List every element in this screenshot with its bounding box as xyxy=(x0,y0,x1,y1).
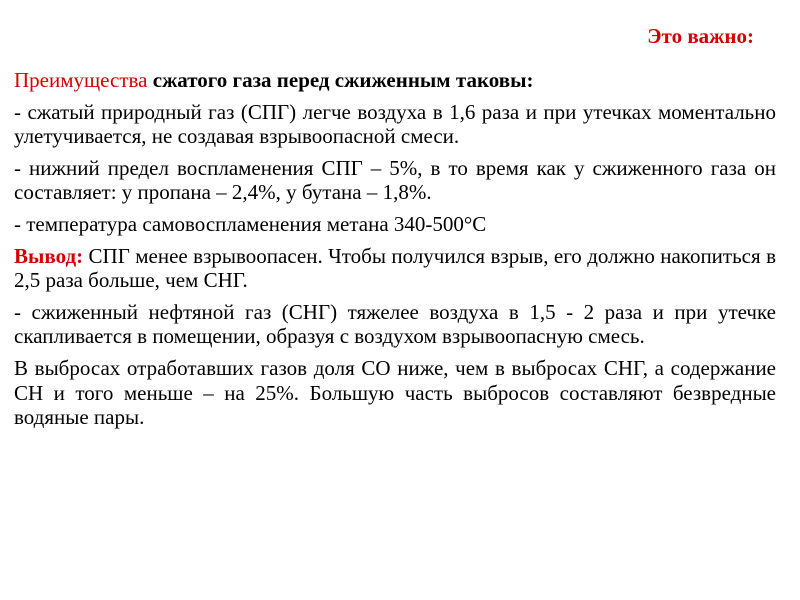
point-3: - температура самовоспламенения метана 340-500°С xyxy=(14,211,487,236)
point-1: - сжатый природный газ (СПГ) легче воздуха в 1,6 раза и при утечках моментально улетучивается, не создавая взрывоопасной смеси. xyxy=(14,99,776,149)
advantages-title-rest: сжатого газа перед сжиженным таковы: xyxy=(147,68,534,92)
slide-heading: Это важно: xyxy=(647,24,754,48)
conclusion-label: Вывод: xyxy=(14,243,84,268)
advantages-title-lead: Преимущества xyxy=(14,68,148,92)
conclusion-text: СПГ менее взрывоопасен. Чтобы получился взрыв, его должно накопиться в 2,5 раза больше, чем СНГ. xyxy=(14,243,776,293)
slide-content xyxy=(14,68,776,437)
emissions-paragraph: В выбросах отработавших газов доля СО ниже, чем в выбросах СНГ, а содержание СН и того меньше – на 25%. Большую часть выбросов составляют безвредные водяные пары. xyxy=(14,355,776,430)
advantages-title xyxy=(14,68,776,93)
point-2: - нижний предел воспламенения СПГ – 5%, в то время как у сжиженного газа он составляет: у пропана – 2,4%, у бутана – 1,8%. xyxy=(14,155,776,205)
point-4: - сжиженный нефтяной газ (СНГ) тяжелее воздуха в 1,5 - 2 раза и при утечке скапливается в помещении, образуя с воздухом взрывоопасную смесь. xyxy=(14,299,776,349)
conclusion xyxy=(14,244,776,293)
